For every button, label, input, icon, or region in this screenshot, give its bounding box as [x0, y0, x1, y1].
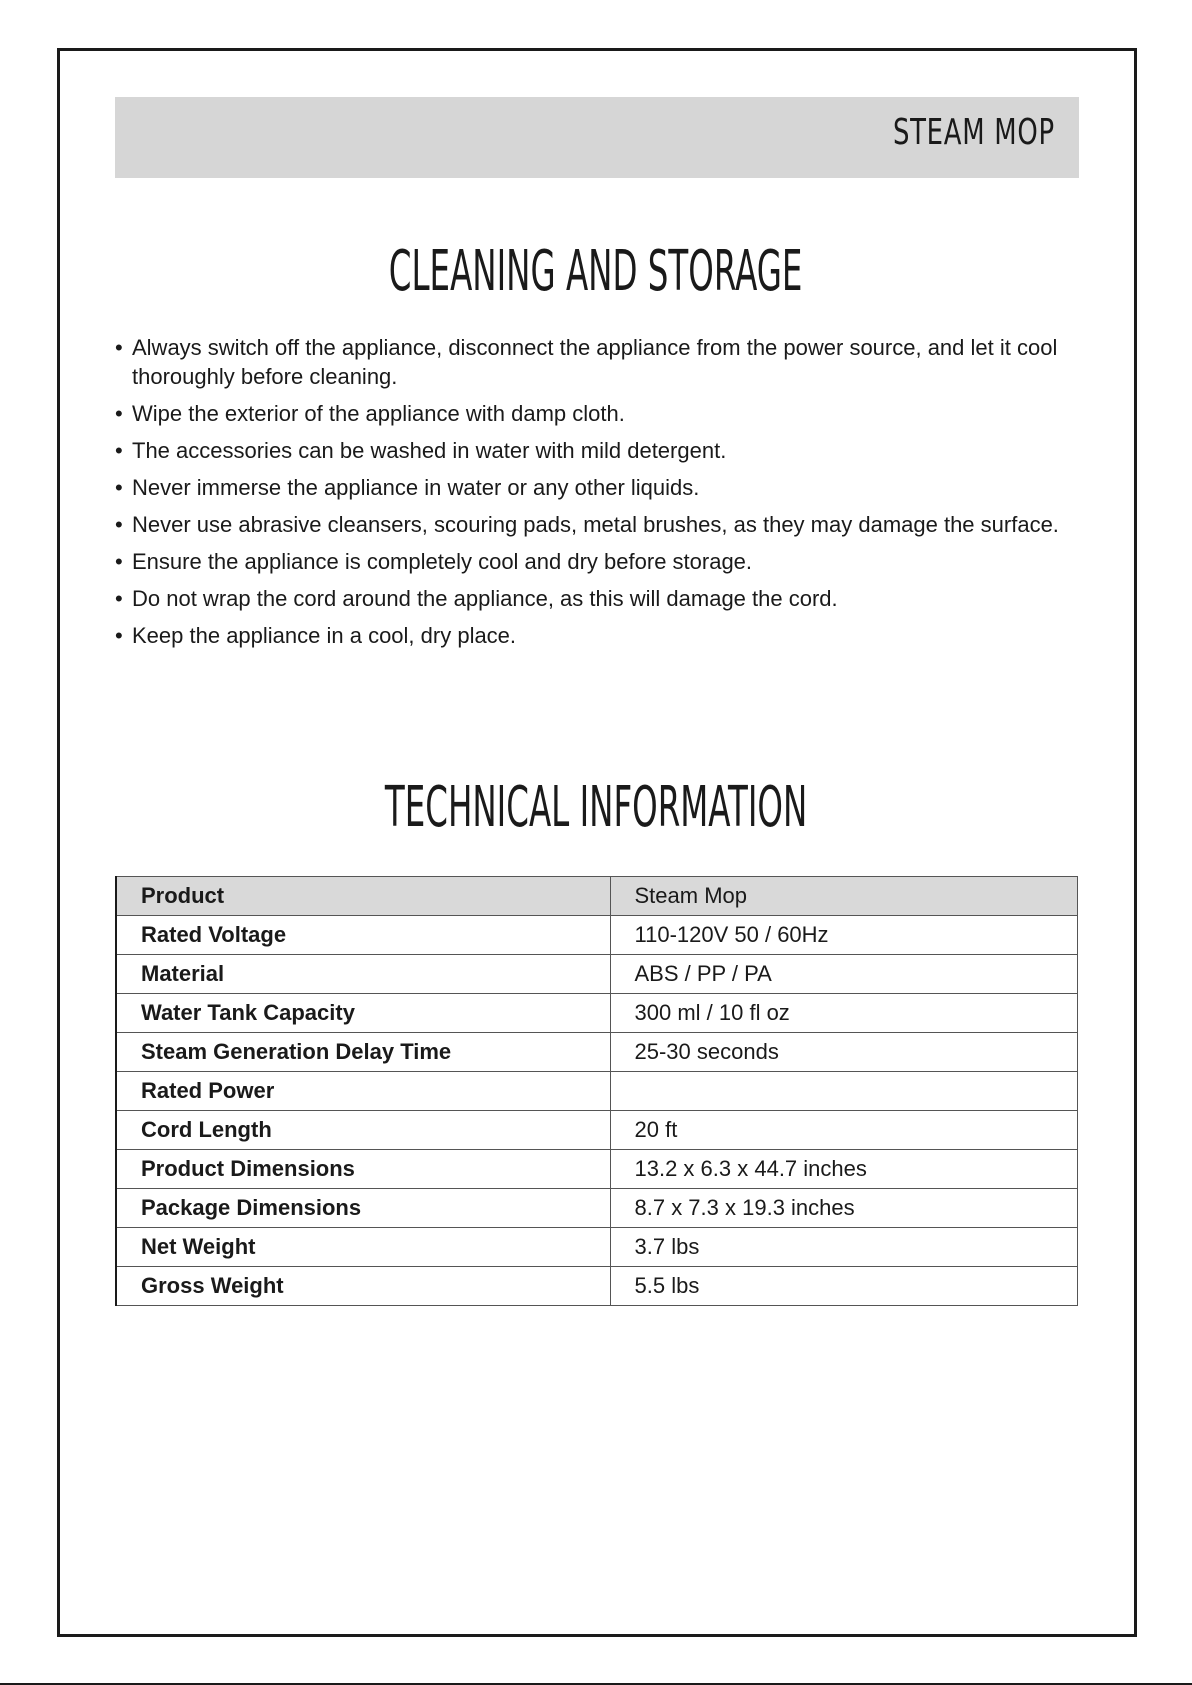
table-row	[116, 955, 1078, 994]
spec-label: Rated Voltage	[116, 916, 610, 955]
spec-label: Product Dimensions	[116, 1150, 610, 1189]
list-item: • Never use abrasive cleansers, scouring pads, metal brushes, as they may damage the surface.	[115, 510, 1087, 539]
table-row	[116, 1072, 1078, 1111]
table-row	[116, 994, 1078, 1033]
spec-label: Rated Power	[116, 1072, 610, 1111]
cleaning-instructions-list	[115, 333, 1087, 658]
technical-specs-table	[115, 876, 1078, 1306]
cleaning-storage-heading	[0, 239, 1192, 304]
spec-value	[610, 1072, 1078, 1111]
spec-value: 25-30 seconds	[610, 1033, 1078, 1072]
spec-value: 20 ft	[610, 1111, 1078, 1150]
spec-label: Material	[116, 955, 610, 994]
spec-value: Steam Mop	[610, 877, 1078, 916]
table-row	[116, 1189, 1078, 1228]
cleaning-storage-heading-text: CLEANING AND STORAGE	[389, 239, 803, 304]
spec-value: 110-120V 50 / 60Hz	[610, 916, 1078, 955]
table-row	[116, 877, 1078, 916]
spec-value: 13.2 x 6.3 x 44.7 inches	[610, 1150, 1078, 1189]
spec-label: Package Dimensions	[116, 1189, 610, 1228]
spec-label: Net Weight	[116, 1228, 610, 1267]
table-row	[116, 1228, 1078, 1267]
list-item: • Wipe the exterior of the appliance with damp cloth.	[115, 399, 1087, 428]
product-name-header: STEAM MOP	[893, 112, 1055, 153]
table-row	[116, 1150, 1078, 1189]
technical-information-heading	[0, 775, 1192, 840]
spec-value: 5.5 lbs	[610, 1267, 1078, 1306]
spec-label: Steam Generation Delay Time	[116, 1033, 610, 1072]
table-row	[116, 916, 1078, 955]
spec-value: 3.7 lbs	[610, 1228, 1078, 1267]
list-item: • Keep the appliance in a cool, dry place.	[115, 621, 1087, 650]
spec-label: Gross Weight	[116, 1267, 610, 1306]
spec-value: ABS / PP / PA	[610, 955, 1078, 994]
spec-label: Water Tank Capacity	[116, 994, 610, 1033]
table-row	[116, 1033, 1078, 1072]
spec-label: Cord Length	[116, 1111, 610, 1150]
list-item: • Ensure the appliance is completely cool and dry before storage.	[115, 547, 1087, 576]
technical-information-heading-text: TECHNICAL INFORMATION	[384, 775, 808, 840]
spec-value: 8.7 x 7.3 x 19.3 inches	[610, 1189, 1078, 1228]
table-row	[116, 1111, 1078, 1150]
header-band	[115, 97, 1079, 178]
spec-label: Product	[116, 877, 610, 916]
list-item: • Never immerse the appliance in water or any other liquids.	[115, 473, 1087, 502]
table-row	[116, 1267, 1078, 1306]
list-item: • The accessories can be washed in water with mild detergent.	[115, 436, 1087, 465]
spec-value: 300 ml / 10 fl oz	[610, 994, 1078, 1033]
list-item: • Always switch off the appliance, disconnect the appliance from the power source, and let it cool thoroughly before cleaning.	[115, 333, 1087, 391]
list-item: • Do not wrap the cord around the appliance, as this will damage the cord.	[115, 584, 1087, 613]
